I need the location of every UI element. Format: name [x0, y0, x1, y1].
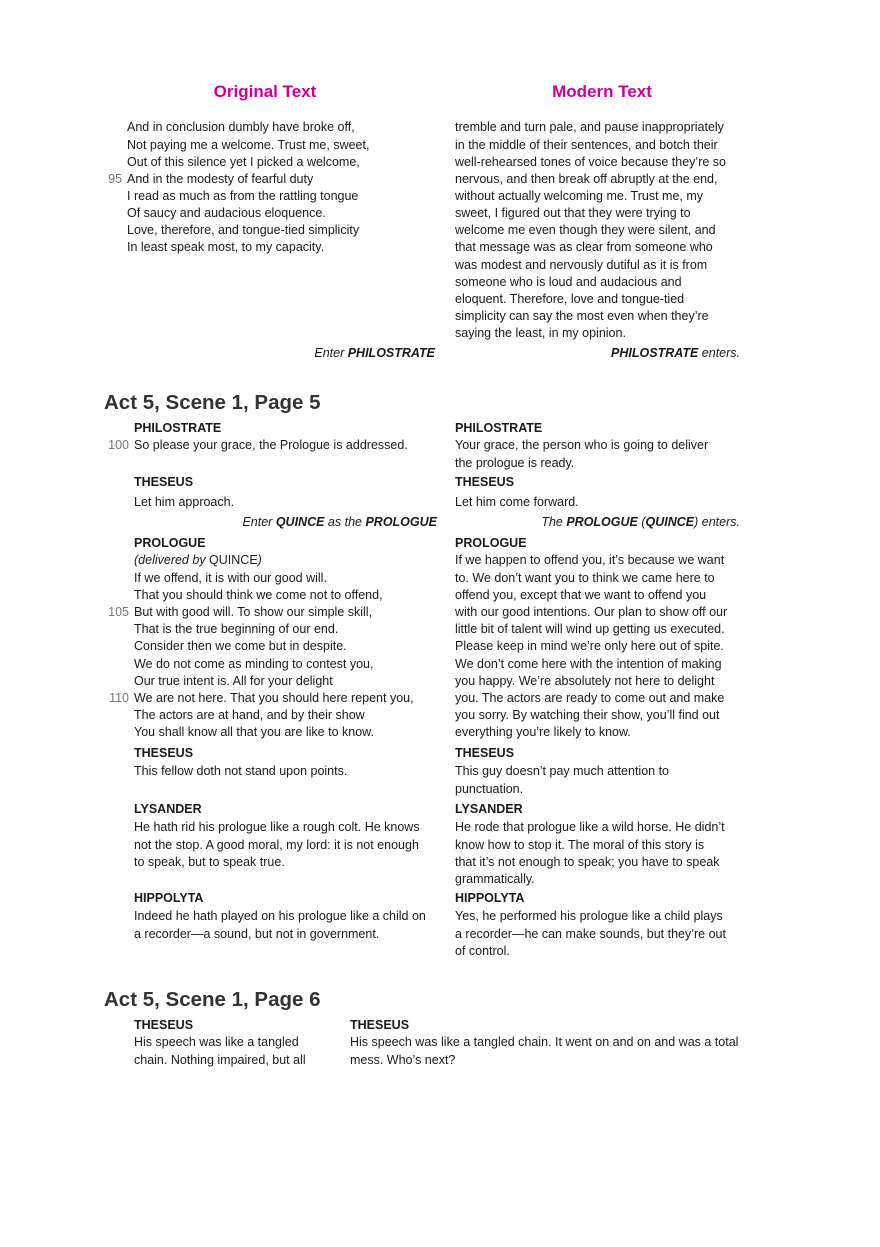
modern-line: of control.	[455, 943, 510, 958]
stage-direction-part: (	[637, 515, 646, 530]
speaker-name: LYSANDER	[455, 802, 523, 817]
original-line: a recorder—a sound, but not in government.	[134, 926, 380, 941]
section-heading: Act 5, Scene 1, Page 5	[104, 391, 321, 415]
original-line: In least speak most, to my capacity.	[127, 240, 325, 255]
stage-direction-part: enters.	[698, 346, 740, 361]
modern-line: offend you, except that we want to offend you	[455, 587, 707, 602]
modern-line: the prologue is ready.	[455, 455, 575, 470]
original-line: to speak, but to speak true.	[134, 854, 285, 869]
speaker-name: THESEUS	[455, 475, 515, 490]
original-line: That is the true beginning of our end.	[134, 622, 339, 637]
modern-text-header: Modern Text	[552, 82, 652, 102]
speaker-name: PROLOGUE	[134, 536, 206, 551]
speaker-name: HIPPOLYTA	[455, 891, 525, 906]
original-line: Out of this silence yet I picked a welcome,	[127, 154, 360, 169]
original-line: Our true intent is. All for your delight	[134, 673, 333, 688]
speaker-name: THESEUS	[134, 475, 194, 490]
modern-line: Let him come forward.	[455, 495, 579, 510]
modern-line: nervous, and then break off abruptly at the end,	[455, 171, 718, 186]
original-line: I read as much as from the rattling tongue	[127, 189, 359, 203]
original-line: And in the modesty of fearful duty	[127, 171, 314, 186]
modern-line: to. We don’t want you to think we came here to	[455, 570, 715, 585]
stage-direction-part: PHILOSTRATE	[611, 346, 699, 361]
speaker-name: THESEUS	[134, 746, 194, 761]
original-line: Of saucy and audacious eloquence.	[127, 206, 326, 221]
modern-line: well-rehearsed tones of voice because they’re so	[455, 154, 726, 169]
original-line: So please your grace, the Prologue is addressed.	[134, 438, 408, 453]
modern-line: Please keep in mind we’re only here out of spite.	[455, 639, 724, 654]
modern-line: He rode that prologue like a wild horse. He didn’t	[455, 820, 725, 835]
original-line: That you should think we come not to offend,	[134, 587, 383, 602]
original-line: You shall know all that you are like to know.	[134, 725, 374, 740]
stage-direction-part: The	[541, 515, 567, 530]
modern-line: you happy. We’re absolutely not here to delight	[455, 673, 715, 688]
modern-line: simplicity can say the most even when they’re	[455, 309, 709, 324]
modern-line: you sorry. By watching their show, you’ll find out	[455, 708, 720, 723]
modern-line: mess. Who’s next?	[350, 1052, 456, 1067]
modern-line: punctuation.	[455, 781, 524, 796]
stage-direction-part: QUINCE	[645, 515, 695, 530]
stage-direction-original	[314, 345, 435, 362]
section-heading: Act 5, Scene 1, Page 6	[104, 988, 321, 1012]
modern-line: someone who is loud and audacious and	[455, 274, 682, 289]
original-line: We are not here. That you should here repent you,	[134, 691, 414, 705]
modern-line: that it’s not enough to speak; you have to speak	[455, 854, 720, 869]
stage-direction-part: as the	[324, 515, 366, 530]
original-line: This fellow doth not stand upon points.	[134, 764, 348, 779]
original-line: He hath rid his prologue like a rough colt. He knows	[134, 820, 420, 835]
original-line: We do not come as minding to contest you,	[134, 656, 374, 671]
modern-line: without actually welcoming me. Trust me, my	[455, 189, 703, 203]
stage-direction-part: Enter	[314, 346, 348, 361]
prologue-note-part: QUINCE	[209, 553, 258, 568]
speaker-name: THESEUS	[350, 1018, 410, 1033]
original-line: But with good will. To show our simple skill,	[134, 605, 373, 619]
modern-line: little bit of talent will wind up getting us executed.	[455, 622, 725, 637]
original-line: not the stop. A good moral, my lord: it is not enough	[134, 837, 419, 852]
line-number: 95	[108, 171, 122, 186]
line-number: 110	[109, 691, 129, 705]
modern-line: This guy doesn’t pay much attention to	[455, 764, 670, 779]
line-number: 105	[108, 605, 129, 619]
stage-direction-part: ) enters.	[694, 515, 740, 530]
original-text-header: Original Text	[213, 82, 317, 102]
speaker-name: LYSANDER	[134, 802, 202, 817]
line-number: 100	[108, 438, 129, 453]
prologue-note-part: )	[257, 553, 262, 568]
modern-line: His speech was like a tangled chain. It went on and on and was a total	[350, 1035, 739, 1050]
stage-direction-part: PROLOGUE	[566, 515, 638, 530]
prologue-note	[134, 552, 262, 569]
stage-direction-part: Enter	[242, 515, 276, 530]
original-line: chain. Nothing impaired, but all	[134, 1052, 306, 1067]
modern-line: that message was as clear from someone who	[455, 240, 713, 255]
modern-line: If we happen to offend you, it’s because we want	[455, 553, 725, 568]
modern-line: sweet, I figured out that they were trying to	[455, 206, 691, 221]
original-line: Let him approach.	[134, 495, 235, 510]
stage-direction-part: QUINCE	[275, 515, 325, 530]
modern-line: everything you’re likely to know.	[455, 725, 631, 740]
speaker-name: PROLOGUE	[455, 536, 527, 551]
speaker-name: PHILOSTRATE	[134, 421, 222, 436]
stage-direction-part: PHILOSTRATE	[347, 346, 435, 361]
stage-direction-modern	[611, 345, 740, 362]
modern-line: We don’t come here with the intention of making	[455, 656, 722, 671]
modern-line: know how to stop it. The moral of this story is	[455, 837, 705, 852]
modern-line: grammatically.	[455, 872, 535, 886]
speaker-name: THESEUS	[455, 746, 515, 761]
original-line: Not paying me a welcome. Trust me, sweet,	[127, 137, 370, 152]
original-line: If we offend, it is with our good will.	[134, 570, 327, 585]
modern-line: with our good intentions. Our plan to show off our	[455, 605, 728, 619]
modern-line: you. The actors are ready to come out and make	[455, 691, 725, 705]
modern-line: Yes, he performed his prologue like a child plays	[455, 909, 723, 924]
speaker-name: PHILOSTRATE	[455, 421, 543, 436]
modern-line: was modest and nervously dutiful as it is from	[455, 257, 708, 272]
original-line: His speech was like a tangled	[134, 1035, 299, 1050]
stage-direction-part: PROLOGUE	[365, 515, 437, 530]
modern-line: tremble and turn pale, and pause inappropriately	[455, 120, 724, 135]
original-line: The actors are at hand, and by their show	[134, 708, 365, 723]
original-line: Consider then we come but in despite.	[134, 639, 347, 654]
modern-line: in the middle of their sentences, and botch their	[455, 137, 718, 152]
original-line: Indeed he hath played on his prologue like a child on	[134, 909, 426, 924]
modern-line: Your grace, the person who is going to deliver	[455, 438, 709, 453]
modern-line: eloquent. Therefore, love and tongue-tied	[455, 291, 685, 306]
modern-line: saying the least, in my opinion.	[455, 326, 626, 341]
stage-direction-original	[242, 514, 437, 531]
modern-line: welcome me even though they were silent, and	[455, 223, 716, 238]
prologue-note-part: (delivered by	[134, 553, 210, 568]
original-line: Love, therefore, and tongue-tied simplicity	[127, 223, 360, 238]
modern-line: a recorder—he can make sounds, but they’re out	[455, 926, 726, 941]
stage-direction-modern	[541, 514, 740, 531]
speaker-name: THESEUS	[134, 1018, 194, 1033]
original-line: And in conclusion dumbly have broke off,	[127, 120, 355, 135]
speaker-name: HIPPOLYTA	[134, 891, 204, 906]
